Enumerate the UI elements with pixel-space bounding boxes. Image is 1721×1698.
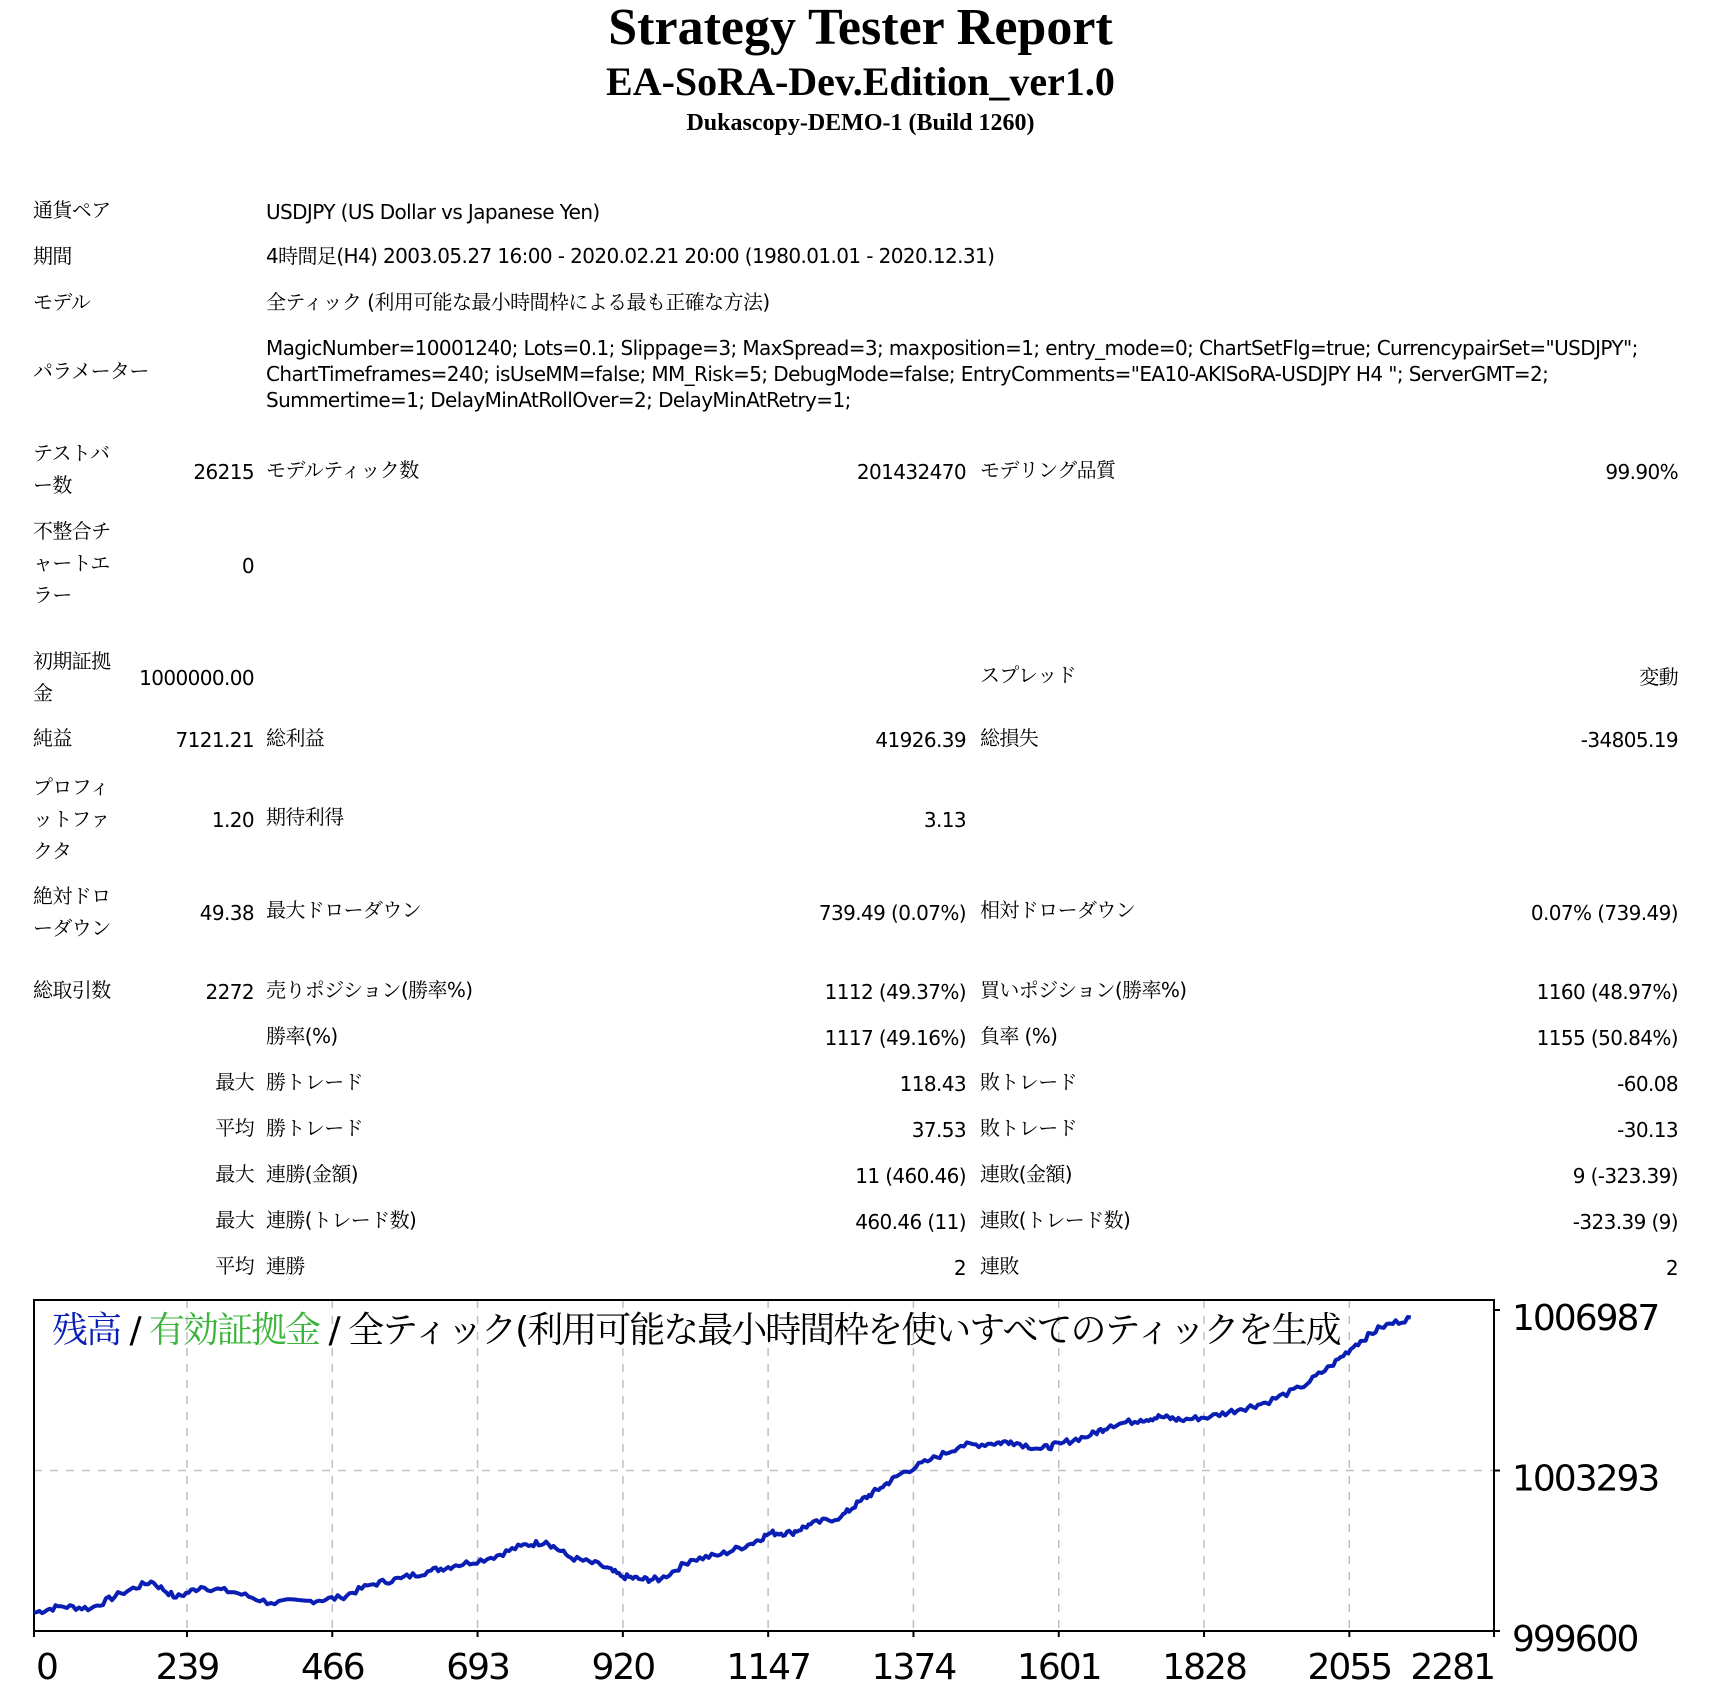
mismatch-value: 0 [241, 554, 254, 578]
stat-row-prefix: 最大 [215, 1208, 254, 1232]
symbol-label: 通貨ペア [33, 198, 111, 222]
stat-row-label-2: 連敗(トレード数) [980, 1208, 1131, 1232]
stat-row-value-2: -30.13 [1617, 1118, 1678, 1142]
stat-row-label-1: 勝トレード [266, 1116, 363, 1140]
x-tick-label: 239 [155, 1647, 219, 1688]
deposit-label: 初期証拠金 [33, 649, 111, 705]
gross-profit-label: 総利益 [266, 726, 325, 750]
y-tick-label: 1006987 [1512, 1298, 1659, 1339]
expected-value: 3.13 [923, 808, 966, 832]
y-tick-label: 1003293 [1512, 1458, 1659, 1500]
x-tick-label: 2281 [1410, 1647, 1494, 1688]
model-label: モデル [33, 290, 91, 314]
gross-profit-value: 41926.39 [875, 728, 966, 752]
x-tick-label: 0 [36, 1647, 57, 1688]
stat-row-prefix: 最大 [215, 1070, 254, 1094]
y-tick-label: 999600 [1512, 1619, 1638, 1660]
x-tick-label: 1147 [726, 1647, 810, 1688]
win-value: 1117 (49.16%) [824, 1026, 966, 1050]
stat-row-label-1: 連勝(トレード数) [266, 1208, 417, 1232]
mismatch-label: 不整合チャートエラー [33, 519, 111, 607]
legend-text [52, 1310, 1341, 1351]
short-label: 売りポジション(勝率%) [266, 978, 473, 1002]
model-value: 全ティック (利用可能な最小時間枠による最も正確な方法) [266, 290, 770, 314]
pf-value: 1.20 [211, 808, 254, 832]
ticks-label: モデルティック数 [266, 458, 419, 482]
long-value: 1160 (48.97%) [1536, 980, 1678, 1004]
stat-row-value-2: 9 (-323.39) [1572, 1164, 1678, 1188]
stat-row-label-2: 連敗 [980, 1254, 1019, 1278]
legend-model: 全ティック(利用可能な最小時間枠を使いすべてのティックを生成 [348, 1310, 1340, 1351]
legend-equity: 有効証拠金 [149, 1310, 320, 1351]
stat-row-value-1: 37.53 [911, 1118, 966, 1142]
total-value: 2272 [205, 980, 254, 1004]
net-label: 純益 [33, 726, 72, 750]
stat-row-value-1: 11 (460.46) [855, 1164, 966, 1188]
ea-name: EA-SoRA-Dev.Edition_ver1.0 [606, 59, 1115, 104]
legend-separator: / [319, 1310, 349, 1351]
pf-label: プロフィットファクタ [33, 775, 110, 863]
chart-legend [52, 1310, 1341, 1351]
x-tick-label: 466 [300, 1647, 364, 1688]
gross-loss-label: 総損失 [980, 726, 1039, 750]
params-value: MagicNumber=10001240; Lots=0.1; Slippage=3; MaxSpread=3; maxposition=1; entry_mode=0; ChartSetFlg=true; CurrencypairSet="USDJPY"; ChartTimeframes=240; isUseMM=false; MM_Risk=5; DebugMode=false; EntryComments="EA10-AKISoRA-USDJPY H4 "; ServerGMT=2; Summertime=1; DelayMinAtRollOver=2; DelayMinAtRetry=1; [266, 336, 1638, 412]
loss-label: 負率 (%) [980, 1024, 1058, 1048]
balance-chart [0, 1280, 1721, 1698]
stat-row-label-2: 連敗(金額) [980, 1162, 1073, 1186]
rel-dd-value: 0.07% (739.49) [1530, 901, 1678, 925]
period-value: 4時間足(H4) 2003.05.27 16:00 - 2020.02.21 20:00 (1980.01.01 - 2020.12.31) [266, 244, 995, 268]
expected-label: 期待利得 [266, 805, 344, 829]
stat-row-label-2: 敗トレード [980, 1070, 1077, 1094]
long-label: 買いポジション(勝率%) [980, 978, 1187, 1002]
short-value: 1112 (49.37%) [824, 980, 966, 1004]
net-value: 7121.21 [175, 728, 254, 752]
x-tick-label: 920 [591, 1647, 655, 1688]
max-dd-value: 739.49 (0.07%) [818, 901, 966, 925]
bars-label: テストバー数 [33, 441, 110, 497]
x-tick-label: 1828 [1162, 1647, 1246, 1688]
abs-dd-label: 絶対ドローダウン [33, 884, 111, 940]
x-tick-label: 1374 [871, 1647, 956, 1688]
server-info: Dukascopy-DEMO-1 (Build 1260) [686, 110, 1035, 136]
stat-row-value-2: -60.08 [1617, 1072, 1678, 1096]
x-tick-label: 693 [446, 1647, 509, 1688]
legend-separator: / [120, 1310, 150, 1351]
win-label: 勝率(%) [266, 1024, 338, 1048]
stat-row-value-2: 2 [1665, 1256, 1678, 1280]
total-label: 総取引数 [33, 978, 111, 1002]
bars-value: 26215 [193, 460, 254, 484]
quality-label: モデリング品質 [980, 458, 1116, 482]
stat-row-label-1: 勝トレード [266, 1070, 363, 1094]
spread-value: 変動 [1639, 665, 1678, 689]
spread-label: スプレッド [980, 663, 1076, 687]
stat-row-value-2: -323.39 (9) [1572, 1210, 1678, 1234]
stat-row-label-1: 連勝 [266, 1254, 305, 1278]
max-dd-label: 最大ドローダウン [266, 898, 422, 922]
x-tick-labels [36, 1647, 1494, 1688]
deposit-value: 1000000.00 [139, 666, 254, 690]
report-title: Strategy Tester Report [608, 0, 1113, 56]
ticks-value: 201432470 [856, 460, 966, 484]
rel-dd-label: 相対ドローダウン [980, 898, 1136, 922]
y-tick-labels [1512, 1298, 1658, 1660]
abs-dd-value: 49.38 [199, 901, 254, 925]
stat-row-prefix: 最大 [215, 1162, 254, 1186]
stat-row-value-1: 460.46 (11) [855, 1210, 966, 1234]
gross-loss-value: -34805.19 [1580, 728, 1678, 752]
params-label: パラメーター [33, 359, 149, 383]
x-tick-label: 2055 [1307, 1647, 1392, 1688]
stat-row-value-1: 2 [953, 1256, 966, 1280]
stat-row-label-1: 連勝(金額) [266, 1162, 359, 1186]
legend-balance: 残高 [52, 1310, 121, 1351]
stat-row-prefix: 平均 [215, 1254, 254, 1278]
period-label: 期間 [33, 244, 72, 268]
stat-row-prefix: 平均 [215, 1116, 254, 1140]
stat-row-label-2: 敗トレード [980, 1116, 1077, 1140]
stat-row-value-1: 118.43 [899, 1072, 966, 1096]
x-tick-label: 1601 [1016, 1647, 1101, 1688]
quality-value: 99.90% [1605, 460, 1678, 484]
loss-value: 1155 (50.84%) [1536, 1026, 1678, 1050]
symbol-value: USDJPY (US Dollar vs Japanese Yen) [266, 200, 600, 224]
